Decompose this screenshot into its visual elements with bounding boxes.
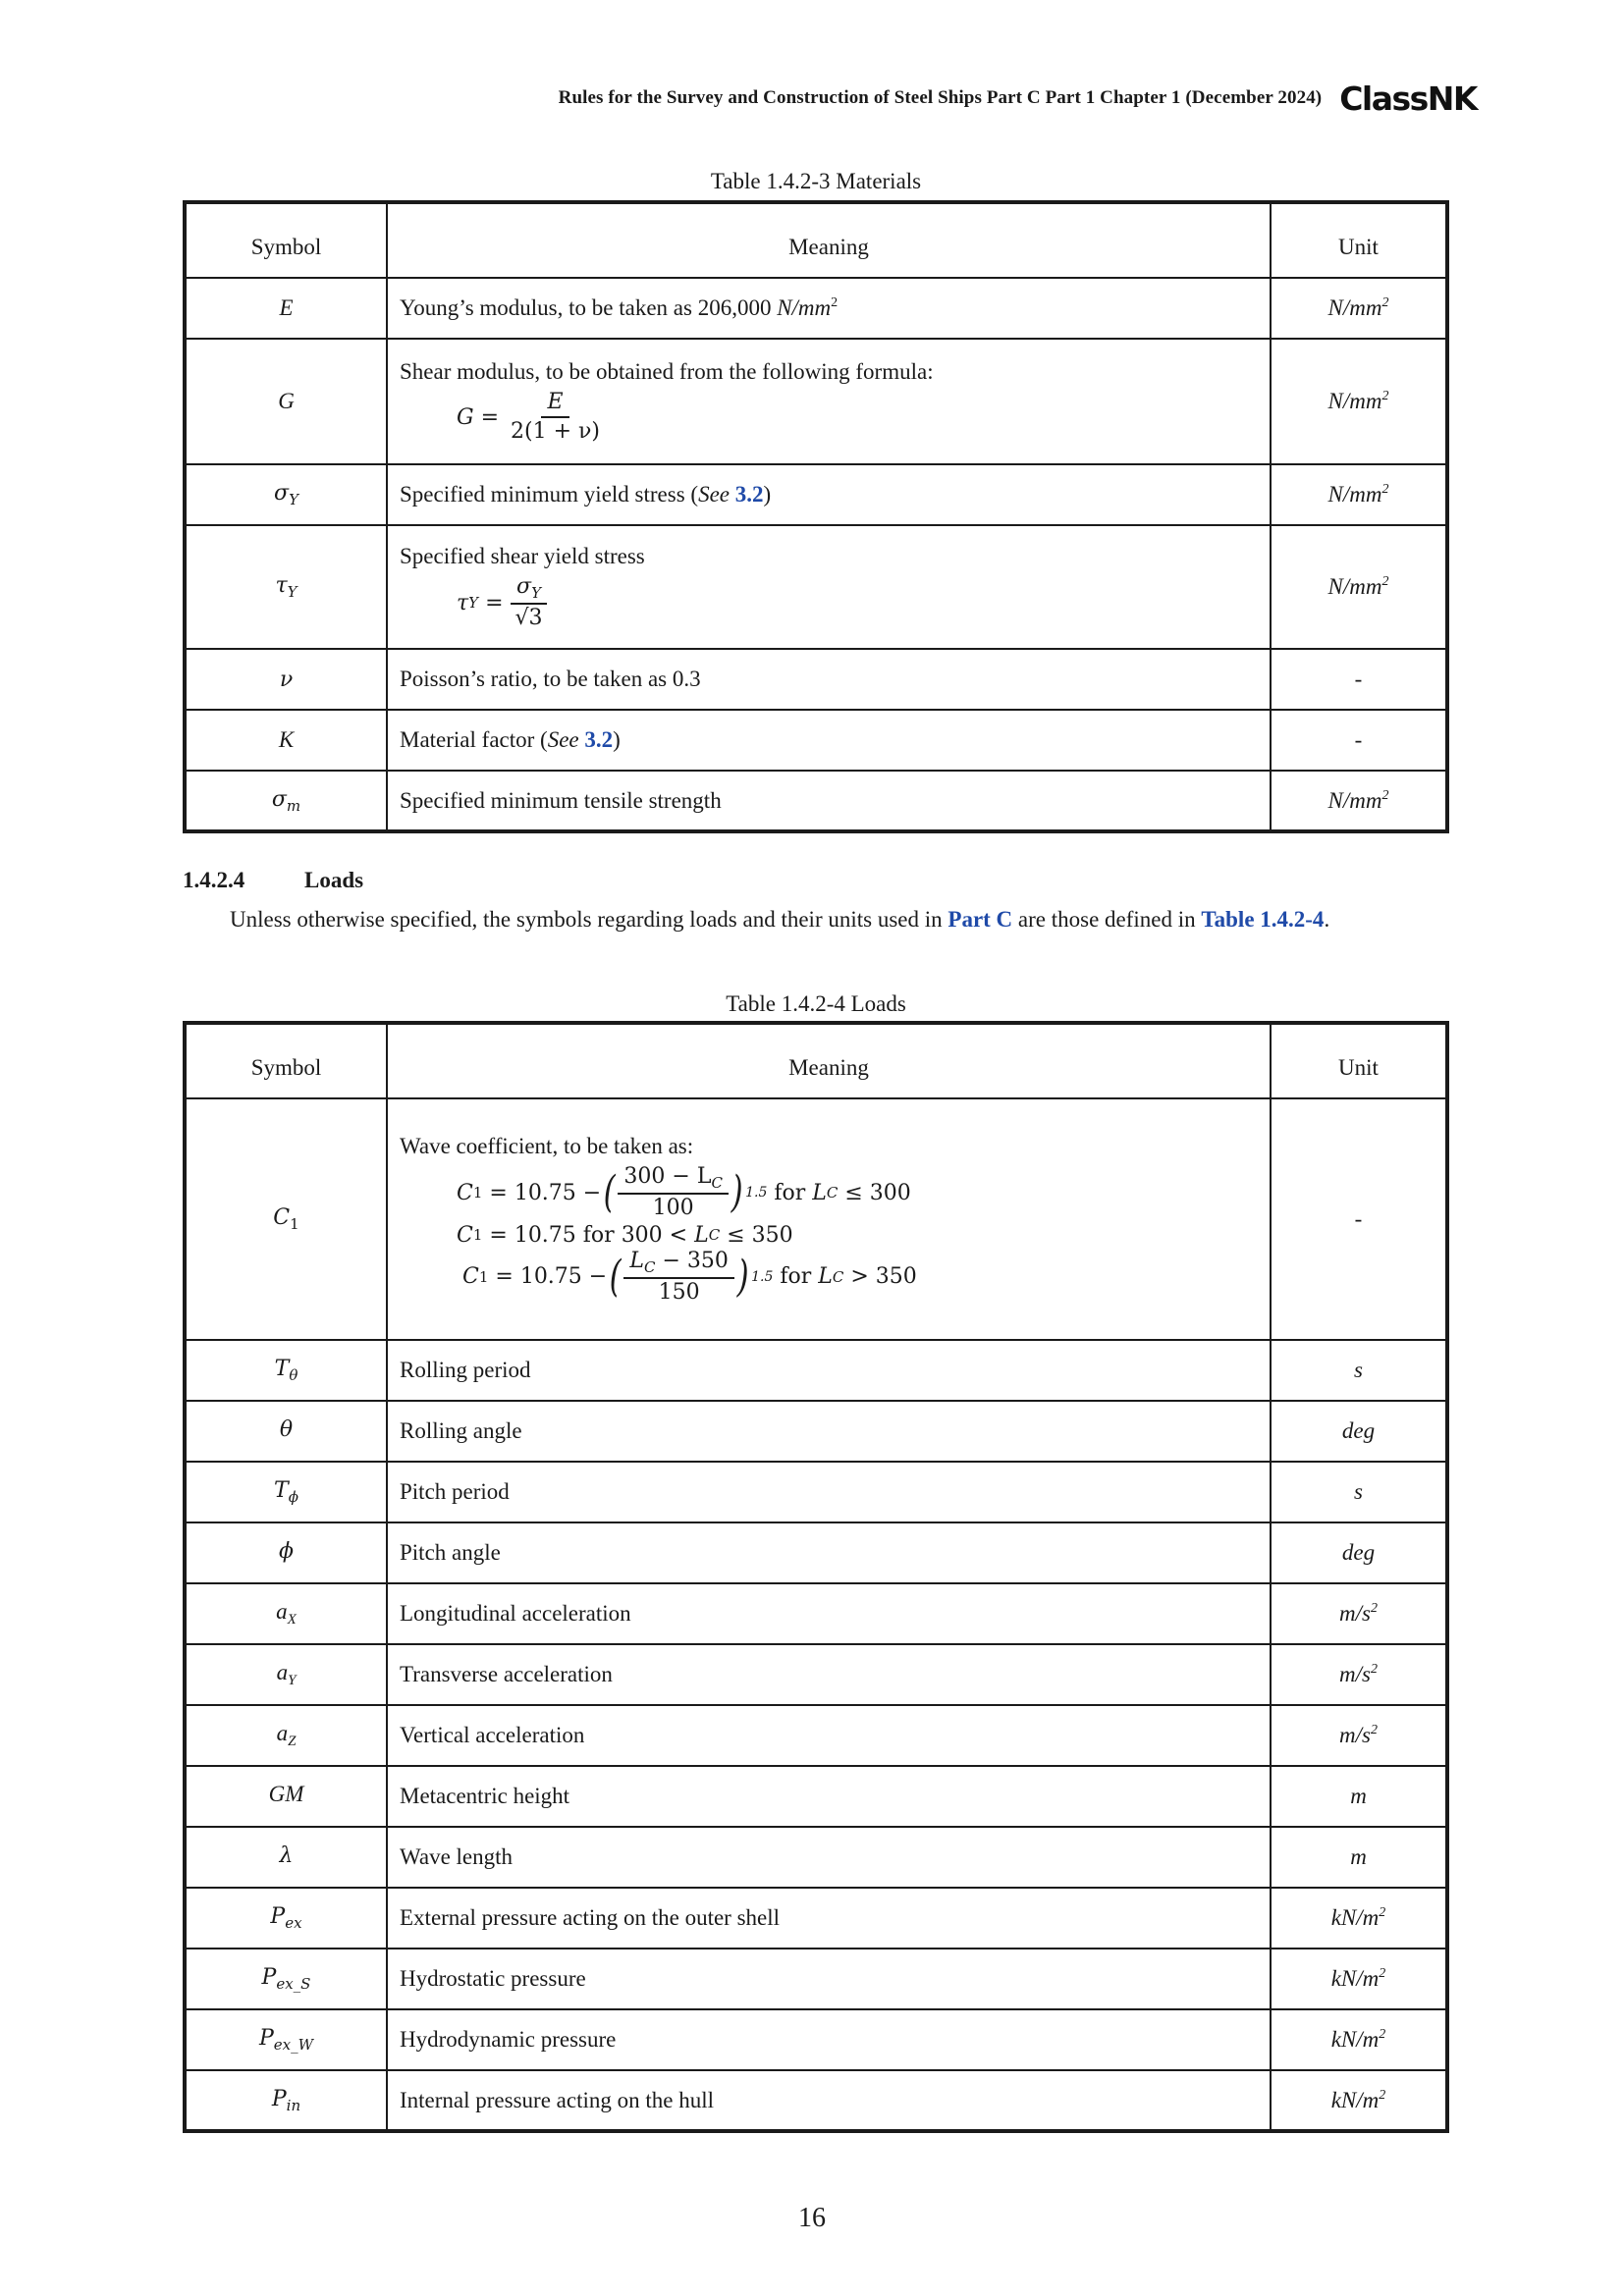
symbol-cell: ϕ <box>185 1522 387 1583</box>
ref-link[interactable]: 3.2 <box>584 727 614 752</box>
symbol-cell: λ <box>185 1827 387 1888</box>
table-row <box>185 525 1447 649</box>
unit-cell: - <box>1271 649 1447 710</box>
symbol-cell: $a_Z$ <box>185 1705 387 1766</box>
meaning-cell: Young’s modulus, to be taken as 206,000 $N/mm^2$ <box>387 278 1271 339</box>
symbol-cell: GM <box>185 1766 387 1827</box>
meaning-cell: Wave length <box>387 1827 1271 1888</box>
unit-cell: $kN/m^2$ <box>1271 1888 1447 1949</box>
meaning-cell: Material factor (See 3.2) <box>387 710 1271 771</box>
part-c-link[interactable]: Part C <box>947 907 1013 932</box>
symbol-cell: $P_{ex\_W}$ <box>185 2009 387 2070</box>
table-link[interactable]: Table 1.4.2-4 <box>1201 907 1325 932</box>
table-row <box>185 1462 1447 1522</box>
table-row <box>185 649 1447 710</box>
loads-rows <box>185 1340 1447 2131</box>
meaning-cell: Pitch angle <box>387 1522 1271 1583</box>
symbol-cell: ν <box>185 649 387 710</box>
meaning-cell: Internal pressure acting on the hull <box>387 2070 1271 2131</box>
meaning-cell: Vertical acceleration <box>387 1705 1271 1766</box>
section-number: 1.4.2.4 <box>183 868 245 892</box>
col-header-unit: Unit <box>1271 202 1447 278</box>
unit-cell: m <box>1271 1766 1447 1827</box>
meaning-cell: Specified shear yield stress τ Y = $\frac{\sigma_Y}{√3}$ <box>387 525 1271 649</box>
table-header-row <box>185 1023 1447 1098</box>
header-title: Rules for the Survey and Construction of Steel Ships Part C Part 1 Chapter 1 (December 2024) <box>558 87 1323 108</box>
meaning-cell: Wave coefficient, to be taken as: C 1 = 10.75 − ( $\frac{300 - L_C}{100}$ ) 1.5 for L C ≤ 300 C 1 = 10.75 for 300 < L C ≤ 350 C 1 = 10.75 − ( $\frac{L_C - 350}{150}$ ) 1.5 for L C > 350 <box>387 1098 1271 1340</box>
unit-cell: $m/s^2$ <box>1271 1644 1447 1705</box>
unit-cell: m <box>1271 1827 1447 1888</box>
meaning-cell: Hydrostatic pressure <box>387 1949 1271 2009</box>
unit-cell: deg <box>1271 1401 1447 1462</box>
table-row <box>185 1401 1447 1462</box>
table-row <box>185 339 1447 464</box>
wave-coefficient-formula-1: C 1 = 10.75 − ( $\frac{300 - L_C}{100}$ ) 1.5 for L C ≤ 300 <box>457 1163 911 1221</box>
unit-cell: $N/mm^2$ <box>1271 278 1447 339</box>
table-row <box>185 2009 1447 2070</box>
symbol-cell: $\tau_Y$ <box>185 525 387 649</box>
table-row <box>185 1705 1447 1766</box>
table-row <box>185 1827 1447 1888</box>
col-header-symbol: Symbol <box>185 1023 387 1098</box>
table-row <box>185 1340 1447 1401</box>
symbol-cell: $P_{in}$ <box>185 2070 387 2131</box>
unit-cell: $kN/m^2$ <box>1271 1949 1447 2009</box>
table-row <box>185 1766 1447 1827</box>
meaning-cell: Longitudinal acceleration <box>387 1583 1271 1644</box>
meaning-cell: External pressure acting on the outer shell <box>387 1888 1271 1949</box>
unit-cell: $kN/m^2$ <box>1271 2070 1447 2131</box>
ref-link[interactable]: 3.2 <box>734 482 764 507</box>
classnk-logo: ClassNK <box>1339 79 1477 118</box>
table-row <box>185 771 1447 831</box>
meaning-cell: Transverse acceleration <box>387 1644 1271 1705</box>
meaning-cell: Metacentric height <box>387 1766 1271 1827</box>
unit-cell: s <box>1271 1340 1447 1401</box>
page-number: 16 <box>798 2203 826 2233</box>
table-row <box>185 710 1447 771</box>
unit-cell: $N/mm^2$ <box>1271 339 1447 464</box>
shear-modulus-formula: G = $\frac{E}{2(1 + \nu)}$ <box>457 389 600 444</box>
meaning-cell: Shear modulus, to be obtained from the following formula: G = $\frac{E}{2(1 + \nu)}$ <box>387 339 1271 464</box>
table-row <box>185 1098 1447 1340</box>
symbol-cell: θ <box>185 1401 387 1462</box>
unit-cell: $N/mm^2$ <box>1271 464 1447 525</box>
table-row <box>185 1888 1447 1949</box>
section-title: Loads <box>304 868 364 892</box>
meaning-cell: Pitch period <box>387 1462 1271 1522</box>
unit-cell: deg <box>1271 1522 1447 1583</box>
shear-yield-formula: τ Y = $\frac{\sigma_Y}{√3}$ <box>400 575 1258 631</box>
symbol-cell: $\sigma_m$ <box>185 771 387 831</box>
meaning-cell: Specified minimum tensile strength <box>387 771 1271 831</box>
unit-cell: - <box>1271 710 1447 771</box>
table-row <box>185 1583 1447 1644</box>
symbol-cell: $\sigma_Y$ <box>185 464 387 525</box>
unit-cell: $N/mm^2$ <box>1271 525 1447 649</box>
symbol-cell: K <box>185 710 387 771</box>
symbol-cell: $P_{ex}$ <box>185 1888 387 1949</box>
col-header-meaning: Meaning <box>387 1023 1271 1098</box>
table3-caption: Table 1.4.2-3 Materials <box>710 169 922 193</box>
col-header-symbol: Symbol <box>185 202 387 278</box>
table-row <box>185 1644 1447 1705</box>
symbol-cell: G <box>185 339 387 464</box>
unit-cell: $m/s^2$ <box>1271 1583 1447 1644</box>
table-row <box>185 278 1447 339</box>
table-row <box>185 464 1447 525</box>
symbol-cell: $C_1$ <box>185 1098 387 1340</box>
symbol-cell: E <box>185 278 387 339</box>
unit-cell: s <box>1271 1462 1447 1522</box>
table-row <box>185 1949 1447 2009</box>
wave-coefficient-formula-3: C 1 = 10.75 − ( $\frac{L_C - 350}{150}$ ) 1.5 for L C > 350 <box>462 1248 917 1305</box>
meaning-cell: Hydrodynamic pressure <box>387 2009 1271 2070</box>
meaning-cell: Rolling period <box>387 1340 1271 1401</box>
symbol-cell: $a_X$ <box>185 1583 387 1644</box>
section-paragraph: Unless otherwise specified, the symbols regarding loads and their units used in Part C are those defined in Table 1.4.2-4. <box>230 907 1330 932</box>
symbol-cell: $T_\theta$ <box>185 1340 387 1401</box>
materials-table <box>183 200 1449 833</box>
meaning-cell: Poisson’s ratio, to be taken as 0.3 <box>387 649 1271 710</box>
symbol-cell: $T_\phi$ <box>185 1462 387 1522</box>
meaning-cell: Rolling angle <box>387 1401 1271 1462</box>
wave-coefficient-formula-2: C 1 = 10.75 for 300 < L C ≤ 350 <box>457 1222 793 1248</box>
symbol-cell: $a_Y$ <box>185 1644 387 1705</box>
loads-table <box>183 1021 1449 2133</box>
meaning-cell: Specified minimum yield stress (See 3.2) <box>387 464 1271 525</box>
unit-cell: $m/s^2$ <box>1271 1705 1447 1766</box>
unit-cell: $kN/m^2$ <box>1271 2009 1447 2070</box>
table4-caption: Table 1.4.2-4 Loads <box>726 991 906 1016</box>
symbol-cell: $P_{ex\_S}$ <box>185 1949 387 2009</box>
unit-cell: $N/mm^2$ <box>1271 771 1447 831</box>
page-header <box>559 79 1477 118</box>
col-header-meaning: Meaning <box>387 202 1271 278</box>
table-row <box>185 1522 1447 1583</box>
unit-cell: - <box>1271 1098 1447 1340</box>
table-header-row <box>185 202 1447 278</box>
col-header-unit: Unit <box>1271 1023 1447 1098</box>
table-row <box>185 2070 1447 2131</box>
